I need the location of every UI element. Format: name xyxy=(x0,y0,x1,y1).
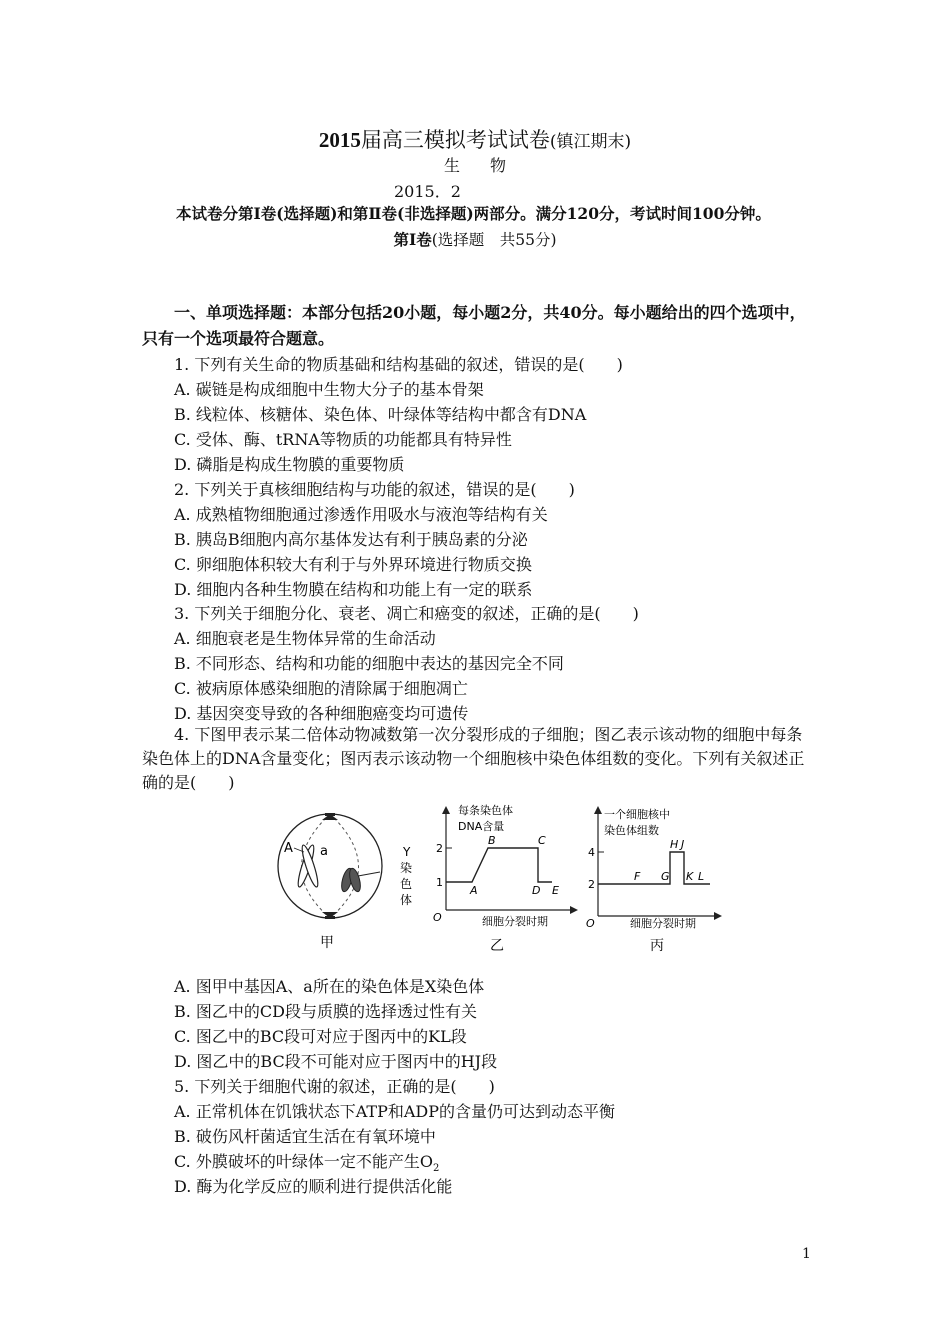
bing-ylabel-2: 染色体组数 xyxy=(604,824,659,837)
subject: 生物 xyxy=(443,156,536,175)
yi-point-C: C xyxy=(538,834,546,847)
q5-option-c xyxy=(174,1149,439,1174)
yi-x-arrow xyxy=(570,906,578,914)
section-instructions: 一、单项选择题：本部分包括20小题，每小题2分，共40分。每小题给出的四个选项中，只有一个选项最符合题意。 xyxy=(142,303,806,348)
q4-option-c: C. 图乙中的BC段可对应于图丙中的KL段 xyxy=(174,1027,467,1046)
q2-stem: 2. 下列关于真核细胞结构与功能的叙述，错误的是( ) xyxy=(174,480,575,499)
q3-option-c: C. 被病原体感染细胞的清除属于细胞凋亡 xyxy=(174,679,468,698)
q2-option-a: A. 成熟植物细胞通过渗透作用吸水与液泡等结构有关 xyxy=(174,505,548,524)
exam-title xyxy=(0,124,950,154)
gene-A-label: A xyxy=(284,841,293,856)
bing-y-arrow xyxy=(594,806,602,814)
cell-diagram-jia xyxy=(278,813,412,951)
title-note: (镇江期末) xyxy=(549,132,632,152)
caption-jia: 甲 xyxy=(320,935,334,951)
caption-bing: 丙 xyxy=(650,938,664,954)
graph-yi xyxy=(433,803,578,954)
q4-figure-svg xyxy=(270,790,730,965)
q3-option-a: A. 细胞衰老是生物体异常的生命活动 xyxy=(174,629,436,648)
q5-option-a: A. 正常机体在饥饿状态下ATP和ADP的含量仍可达到动态平衡 xyxy=(174,1102,615,1121)
yi-point-E: E xyxy=(552,884,559,897)
spindle-right xyxy=(330,814,359,918)
bing-point-G: G xyxy=(661,870,670,883)
q4-figure xyxy=(270,790,730,969)
q1-option-a: A. 碳链是构成细胞中生物大分子的基本骨架 xyxy=(174,380,484,399)
bing-tick-4: 4 xyxy=(588,846,595,859)
q3-stem: 3. 下列关于细胞分化、衰老、凋亡和癌变的叙述，正确的是( ) xyxy=(174,604,639,623)
title-text: 届高三模拟考试试卷 xyxy=(360,128,550,152)
cell-membrane xyxy=(278,814,382,918)
q1-option-c: C. 受体、酶、tRNA等物质的功能都具有特异性 xyxy=(174,430,512,449)
y-chrom-label-2: 染 xyxy=(400,861,413,875)
q1-option-d: D. 磷脂是构成生物膜的重要物质 xyxy=(174,455,405,474)
y-chrom-label-3: 色 xyxy=(400,877,413,891)
q5-stem: 5. 下列关于细胞代谢的叙述，正确的是( ) xyxy=(174,1077,495,1096)
yi-ylabel-2: DNA含量 xyxy=(458,820,505,833)
q2-option-c: C. 卵细胞体积较大有利于与外界环境进行物质交换 xyxy=(174,555,532,574)
q2-option-d: D. 细胞内各种生物膜在结构和功能上有一定的联系 xyxy=(174,580,533,599)
part-bold: 第Ⅰ卷 xyxy=(393,230,432,249)
bing-origin: O xyxy=(586,917,595,930)
exam-date: 2015．2 xyxy=(394,182,461,201)
yi-xlabel: 细胞分裂时期 xyxy=(482,915,548,928)
part-heading xyxy=(0,228,950,250)
q5-option-d: D. 酶为化学反应的顺利进行提供活化能 xyxy=(174,1177,453,1196)
q4-option-a: A. 图甲中基因A、a所在的染色体是X染色体 xyxy=(174,977,485,996)
bing-point-J: J xyxy=(681,838,685,851)
q3-option-d: D. 基因突变导致的各种细胞癌变均可遗传 xyxy=(174,704,469,723)
q1-option-b: B. 线粒体、核糖体、染色体、叶绿体等结构中都含有DNA xyxy=(174,405,587,424)
yi-tick-2: 2 xyxy=(436,842,443,855)
graph-bing xyxy=(586,806,722,954)
yi-tick-1: 1 xyxy=(436,876,443,889)
yi-origin: O xyxy=(433,911,442,924)
bing-point-F: F xyxy=(634,870,641,883)
q3-option-b: B. 不同形态、结构和功能的细胞中表达的基因完全不同 xyxy=(174,654,564,673)
q2-option-b: B. 胰岛B细胞内高尔基体发达有利于胰岛素的分泌 xyxy=(174,530,528,549)
q4-option-b: B. 图乙中的CD段与质膜的选择透过性有关 xyxy=(174,1002,478,1021)
title-year: 2015 xyxy=(318,128,361,152)
bing-point-K: K xyxy=(686,870,694,883)
bing-point-H: H xyxy=(670,838,679,851)
bing-xlabel: 细胞分裂时期 xyxy=(630,917,696,930)
q4-option-d: D. 图乙中的BC段不可能对应于图丙中的HJ段 xyxy=(174,1052,498,1071)
bing-tick-2: 2 xyxy=(588,878,595,891)
centriole-top-bar xyxy=(325,813,335,816)
q4-stem: 4. 下图甲表示某二倍体动物减数第一次分裂形成的子细胞；图乙表示该动物的细胞中每条染色体上的DNA含量变化；图丙表示该动物一个细胞核中染色体组数的变化。下列有关叙述正确的是( ) xyxy=(142,725,805,792)
page-number: 1 xyxy=(802,1246,811,1262)
yi-curve xyxy=(446,848,552,882)
gene-a-label: a xyxy=(320,844,328,859)
q5-option-c-subscript: 2 xyxy=(432,1163,440,1175)
yi-point-B: B xyxy=(488,834,496,847)
q1-stem: 1. 下列有关生命的物质基础和结构基础的叙述，错误的是( ) xyxy=(174,355,623,374)
y-pointer xyxy=(358,872,380,876)
caption-yi: 乙 xyxy=(490,938,504,954)
yi-y-arrow xyxy=(442,806,450,814)
centriole-bottom-bar xyxy=(325,916,335,919)
yi-point-A: A xyxy=(470,884,478,897)
y-chrom-label-4: 体 xyxy=(400,893,413,907)
yi-point-D: D xyxy=(532,884,541,897)
part-rest: (选择题 共55分) xyxy=(431,231,557,249)
yi-ylabel-1: 每条染色体 xyxy=(458,804,513,817)
bing-x-arrow xyxy=(714,912,722,920)
q5-option-b: B. 破伤风杆菌适宜生活在有氧环境中 xyxy=(174,1127,436,1146)
bing-point-L: L xyxy=(698,870,705,883)
q5-option-c-text: C. 外膜破坏的叶绿体一定不能产生O xyxy=(174,1152,433,1171)
y-chrom-label-1: Y xyxy=(403,845,411,859)
exam-info: 本试卷分第Ⅰ卷(选择题)和第Ⅱ卷(非选择题)两部分。满分120分，考试时间100分钟。 xyxy=(176,204,771,223)
bing-ylabel-1: 一个细胞核中 xyxy=(604,808,670,821)
